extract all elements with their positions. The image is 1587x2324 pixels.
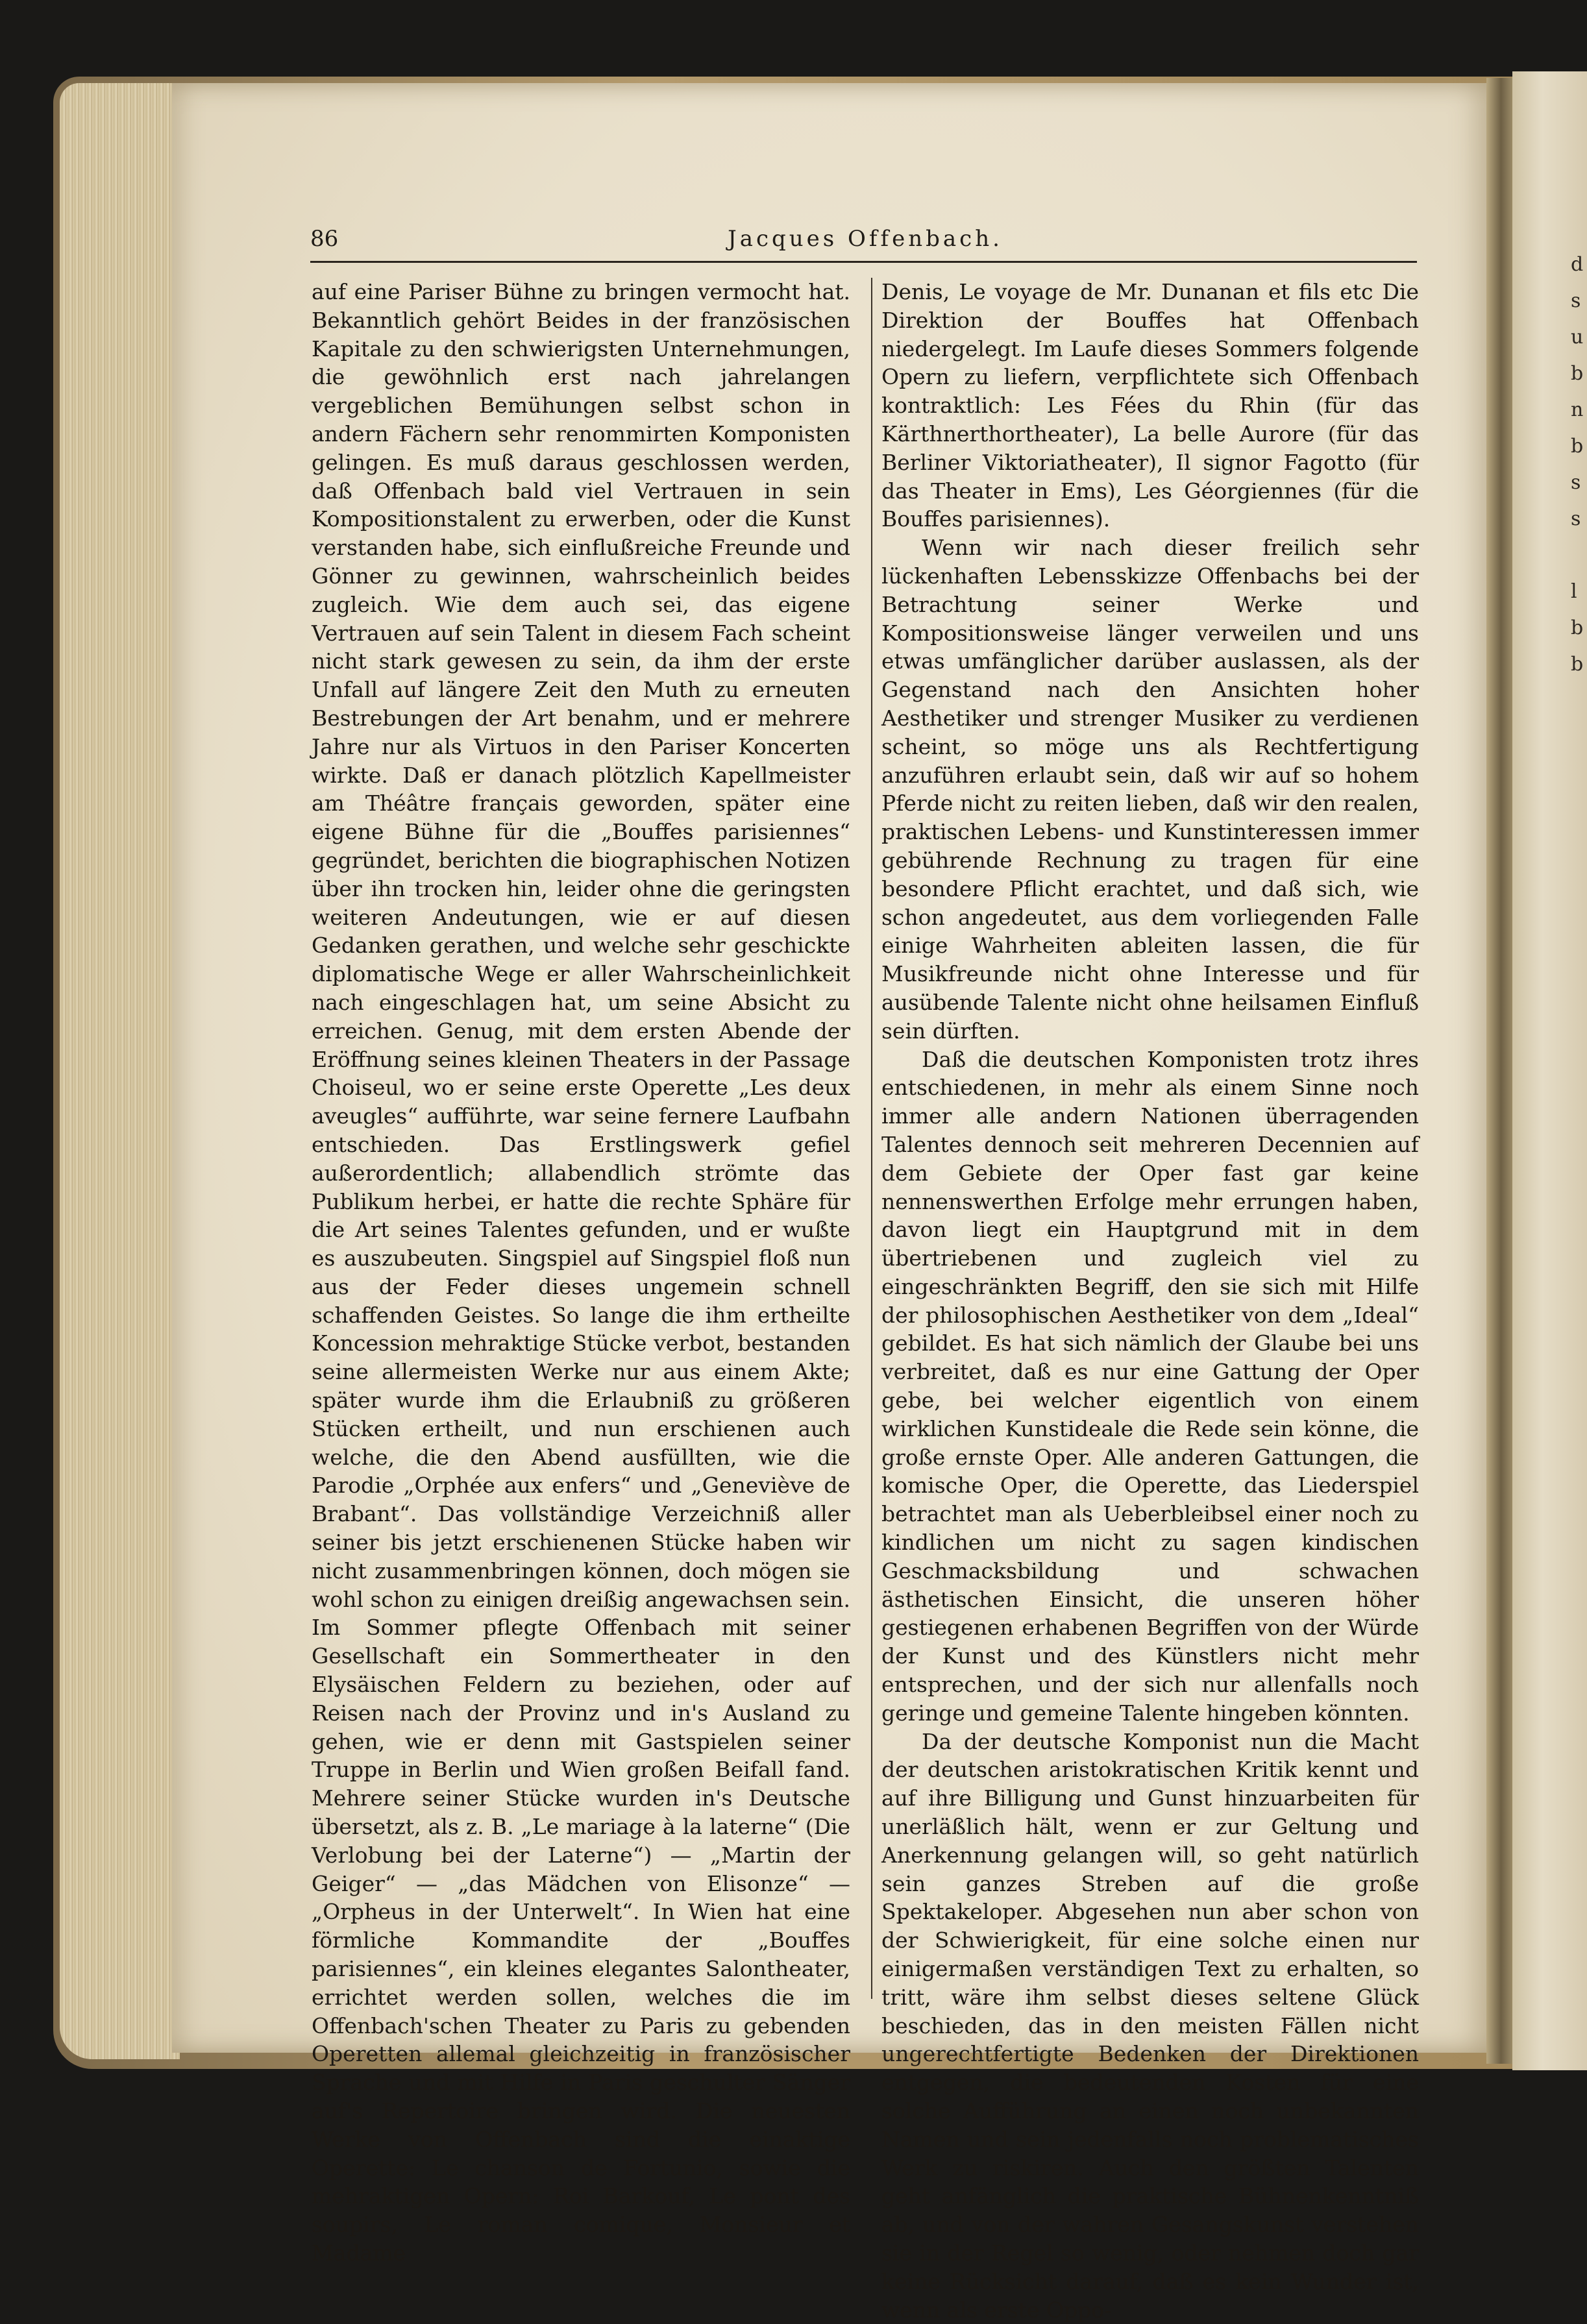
page-number: 86 bbox=[310, 226, 339, 252]
paragraph: Wenn wir nach dieser freilich sehr lückenhaften Lebensskizze Offenbachs bei der Betrachtung seiner Werke und Kompositionsweise länger verweilen und uns etwas umfänglicher darüber auslassen, als der Gegenstand nach den Ansichten hoher Aesthetiker und strenger Musiker zu verdienen scheint, so möge uns als Rechtfertigung anzuführen erlaubt sein, daß wir auf so hohem Pferde nicht zu reiten lieben, daß wir den realen, praktischen Lebens- und Kunstinteressen immer gebührende Rechnung zu tragen für eine besondere Pflicht erachtet, und daß sich, wie schon angedeutet, aus dem vorliegenden Falle einige Wahrheiten ableiten lassen, die für Musikfreunde nicht ohne Interesse und für ausübende Talente nicht ohne heilsamen Einfluß sein dürften. bbox=[881, 535, 1419, 1044]
facing-page-letter: b bbox=[1571, 362, 1584, 385]
right-column bbox=[881, 278, 1419, 2324]
book-gutter bbox=[1486, 78, 1516, 2064]
paragraph: Da der deutsche Komponist nun die Macht der deutschen aristokratischen Kritik kennt und auf ihre Billigung und Gunst hinzuarbeiten für unerläßlich hält, wenn er zur Geltung und Anerkennung gelangen will, so geht natürlich sein ganzes Streben auf die große Spektakeloper. Abgesehen nun aber schon von der Schwierigkeit, für eine solche einen nur einigermaßen verständigen Text zu erhalten, so tritt, wäre ihm selbst dieses seltene Glück beschieden, das in den meisten Fällen nicht ungerechtfertigte Bedenken der Direktionen entgegen, die bedeutenden Kosten für eine solche Aufführung an einen noch unbekannten Namen und sein jedenfalls noch problematisches Werk zu riskiren. Auch den größten Talenten geht anfänglich die praktische Bühnenkenntniß ab, und von der wahren Gesangskunst verstehen sie in der Regel so wenig, oder nehmen doch gar keine Rücksicht darauf, daß es kein Wunder ist, wenn als erste Oppo- bbox=[881, 1728, 1419, 2323]
header-rule bbox=[310, 261, 1417, 263]
facing-page-letter: s bbox=[1571, 289, 1581, 312]
facing-page-fragment bbox=[1571, 247, 1587, 683]
facing-page-letter: s bbox=[1571, 508, 1581, 530]
facing-page-letter: l bbox=[1571, 580, 1577, 603]
paragraph: Daß die deutschen Komponisten trotz ihres entschiedenen, in mehr als einem Sinne noch immer alle andern Nationen überragenden Talentes dennoch seit mehreren Decennien auf dem Gebiete der Oper fast gar keine nennenswerthen Erfolge mehr errungen haben, davon liegt ein Hauptgrund mit in dem übertriebenen und zugleich viel zu eingeschränkten Begriff, den sie sich mit Hilfe der philosophischen Aesthetiker von dem „Ideal“ gebildet. Es hat sich nämlich der Glaube bei uns verbreitet, daß es nur eine Gattung der Oper gebe, bei welcher eigentlich von einem wirklichen Kunstideale die Rede sein könne, die große ernste Oper. Alle anderen Gattungen, die komische Oper, die Operette, das Liederspiel betrachtet man als Ueberbleibsel einer noch zu kindlichen um nicht zu sagen kindischen Geschmacksbildung und schwachen ästhetischen Einsicht, die unseren höher gestiegenen erhabenen Begriffen von der Würde der Kunst und des Künstlers nicht mehr entsprechen, und der sich nur allenfalls noch geringe und gemeine Talente hingeben könnten. bbox=[881, 1046, 1419, 1726]
facing-page-letter: b bbox=[1571, 653, 1584, 676]
running-title: Jacques Offenbach. bbox=[728, 226, 1003, 252]
paragraph: Denis, Le voyage de Mr. Dunanan et fils etc Die Direktion der Bouffes hat Offenbach niedergelegt. Im Laufe dieses Sommers folgende Opern zu liefern, verpflichtete sich Offenbach kontraktlich: Les Fées du Rhin (für das Kärthnerthortheater), La belle Aurore (für das Berliner Viktoriatheater), Il signor Fagotto (für das Theater in Ems), Les Géorgiennes (für die Bouffes parisiennes). bbox=[881, 279, 1419, 532]
left-column bbox=[312, 278, 850, 2268]
facing-page-letter: s bbox=[1571, 471, 1581, 494]
page-edges bbox=[60, 83, 180, 2059]
paragraph: auf eine Pariser Bühne zu bringen vermocht hat. Bekanntlich gehört Beides in der französischen Kapitale zu den schwierigsten Unternehmungen, die gewöhnlich erst nach jahrelangen vergeblichen Bemühungen selbst schon in andern Fächern sehr renommirten Komponisten gelingen. Es muß daraus geschlossen werden, daß Offenbach bald viel Vertrauen in sein Kompositionstalent zu erwerben, oder die Kunst verstanden habe, sich einflußreiche Freunde und Gönner zu gewinnen, wahrscheinlich beides zugleich. Wie dem auch sei, das eigene Vertrauen auf sein Talent in diesem Fach scheint nicht stark gewesen zu sein, da ihm der erste Unfall auf längere Zeit den Muth zu erneuten Bestrebungen der Art benahm, und er mehrere Jahre nur als Virtuos in den Pariser Koncerten wirkte. Daß er danach plötzlich Kapellmeister am Théâtre français geworden, später eine eigene Bühne für die „Bouffes parisiennes“ gegründet, berichten die biographischen Notizen über ihn trocken hin, leider ohne die geringsten weiteren Andeutungen, wie er auf diesen Gedanken gerathen, und welche sehr geschickte diplomatische Wege er aller Wahrscheinlichkeit nach eingeschlagen hat, um seine Absicht zu erreichen. Genug, mit dem ersten Abende der Eröffnung seines kleinen Theaters in der Passage Choiseul, wo er seine erste Operette „Les deux aveugles“ aufführte, war seine fernere Laufbahn entschieden. Das Erstlingswerk gefiel außerordentlich; allabendlich strömte das Publikum herbei, er hatte die rechte Sphäre für die Art seines Talentes gefunden, und er wußte es auszubeuten. Singspiel auf Singspiel floß nun aus der Feder dieses ungemein schnell schaffenden Geistes. So lange die ihm ertheilte Koncession mehraktige Stücke verbot, bestanden seine allermeisten Werke nur aus einem Akte; später wurde ihm die Erlaubniß zu größeren Stücken ertheilt, und nun erschienen auch welche, die den Abend ausfüllten, wie die Parodie „Orphée aux enfers“ und „Geneviève de Brabant“. Das vollständige Verzeichniß aller seiner bis jetzt erschienenen Stücke haben wir nicht zusammenbringen können, doch mögen sie wohl schon zu einigen dreißig angewachsen sein. Im Sommer pflegte Offenbach mit seiner Gesellschaft ein Sommertheater in den Elysäischen Feldern zu beziehen, oder auf Reisen nach der Provinz und in's Ausland zu gehen, wie er denn mit Gastspielen seiner Truppe in Berlin und Wien großen Beifall fand. Mehrere seiner Stücke wurden in's Deutsche übersetzt, als z. B. „Le mariage à la laterne“ (Die Verlobung bei der Laterne“) — „Martin der Geiger“ — „das Mädchen von Elisonze“ — „Orpheus in der Unterwelt“. In Wien hat eine förmliche Kommandite der „Bouffes parisiennes“, ein kleines elegantes Salontheater, errichtet werden sollen, welches die im Offenbach'schen Theater zu Paris zu gebenden Operetten allemal gleichzeitig in französischer Sprache und mit Hilfe in Paris geschulter Sänger auf's Repertoire bringen wird. Die neuesten Werke von Offenbach sind die einaktige Operette: Le chanson de Fortunio, sowie die mehraktigen Opern: Roi Barkouf, Le pont des soupirs, Le roman comique, Monsieur et Madame bbox=[312, 279, 850, 2266]
facing-page-letter bbox=[1571, 537, 1587, 574]
facing-page-letter: u bbox=[1571, 326, 1584, 349]
facing-page-letter: b bbox=[1571, 617, 1584, 639]
facing-page-letter: d bbox=[1571, 253, 1584, 276]
facing-page-letter: n bbox=[1571, 398, 1584, 421]
page-header bbox=[310, 226, 1420, 257]
facing-page-letter: b bbox=[1571, 435, 1584, 458]
column-divider bbox=[871, 278, 872, 1999]
